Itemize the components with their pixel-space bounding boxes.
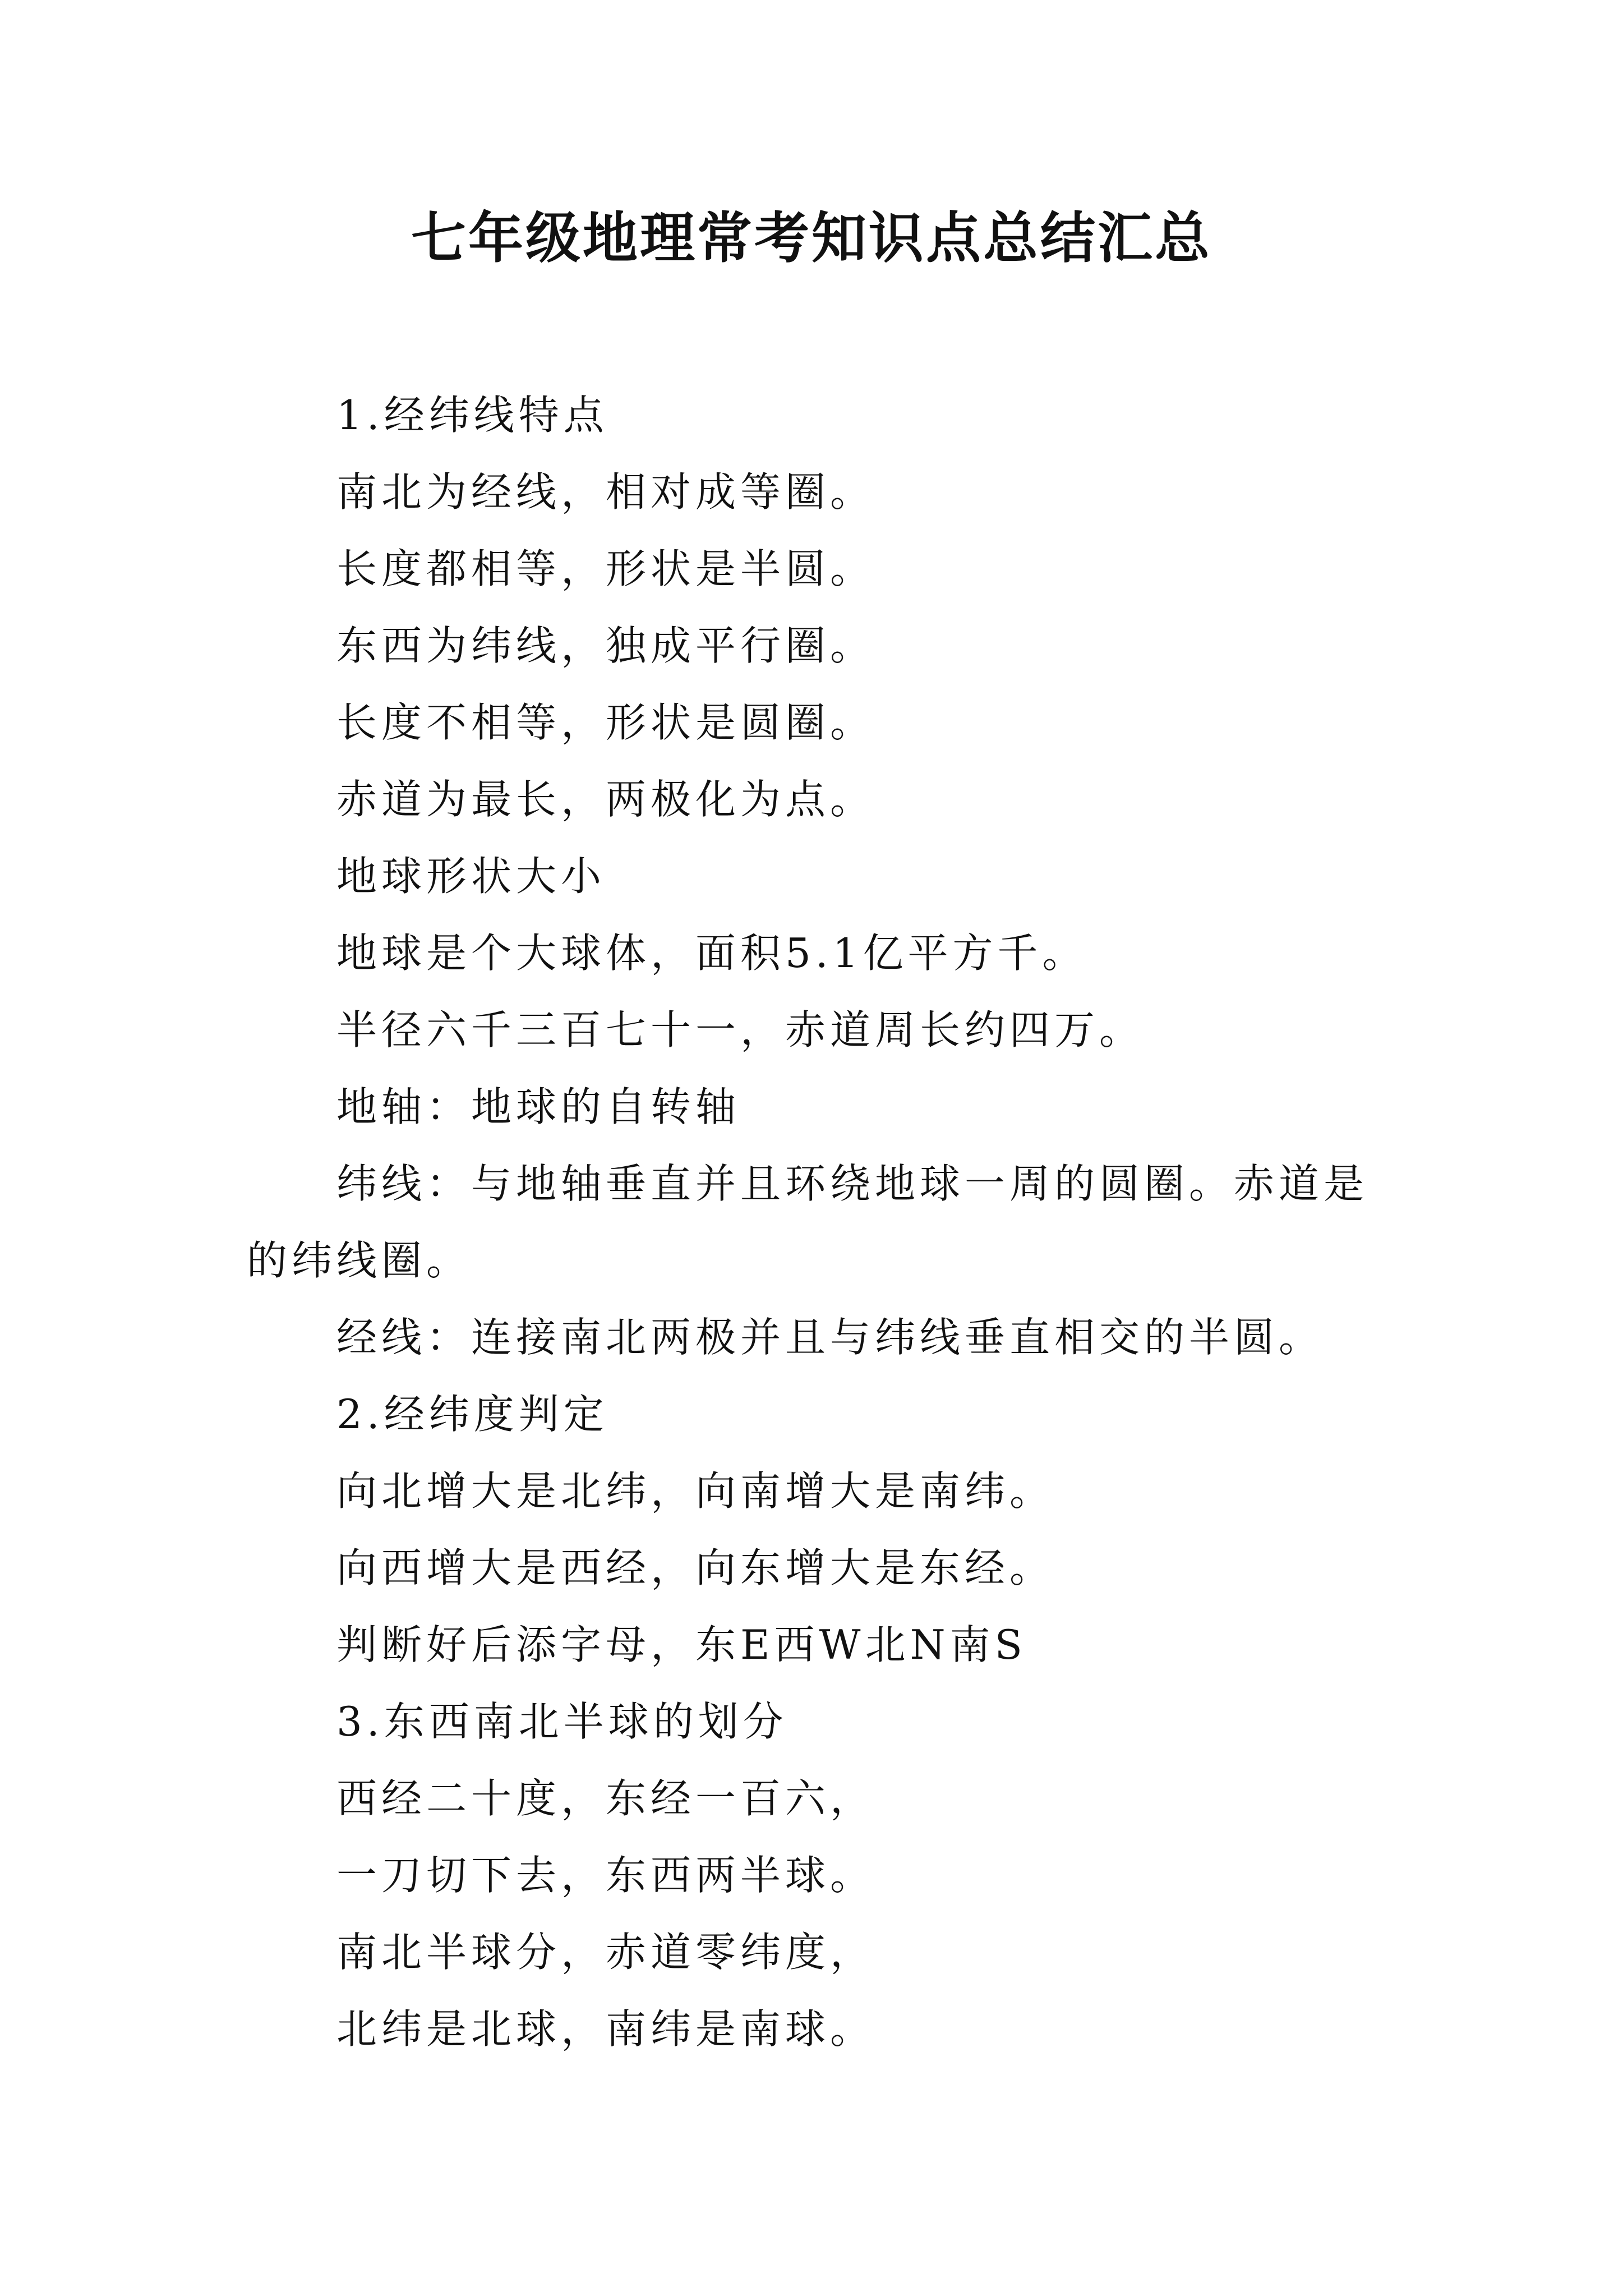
paragraph: 地轴：地球的自转轴 — [336, 1083, 741, 1130]
paragraph: 判断好后添字母，东E西W北N南S — [336, 1621, 1027, 1668]
paragraph: 一刀切下去，东西两半球。 — [336, 1852, 875, 1899]
paragraph: 长度都相等，形状是半圆。 — [336, 545, 875, 592]
paragraph: 北纬是北球，南纬是南球。 — [336, 2005, 875, 2053]
paragraph: 西经二十度，东经一百六， — [336, 1775, 875, 1822]
paragraph: 赤道为最长，两极化为点。 — [336, 776, 875, 823]
paragraph: 3.东西南北半球的划分 — [336, 1698, 788, 1745]
paragraph: 2.经纬度判定 — [336, 1391, 608, 1438]
paragraph: 1.经纬线特点 — [336, 392, 608, 439]
paragraph: 南北半球分，赤道零纬度， — [336, 1929, 875, 1976]
paragraph: 半径六千三百七十一，赤道周长约四万。 — [336, 1006, 1145, 1053]
document-title: 七年级地理常考知识点总结汇总 — [411, 206, 1212, 270]
paragraph: 东西为纬线，独成平行圈。 — [336, 622, 875, 669]
paragraph: 纬线：与地轴垂直并且环绕地球一周的圆圈。赤道是的纬线圈。 — [247, 1160, 1369, 1284]
paragraph: 南北为经线，相对成等圈。 — [336, 468, 875, 516]
paragraph: 向北增大是北纬，向南增大是南纬。 — [336, 1467, 1055, 1515]
paragraph: 长度不相等，形状是圆圈。 — [336, 699, 875, 746]
paragraph: 经线：连接南北两极并且与纬线垂直相交的半圆。 — [336, 1314, 1324, 1361]
document-body — [247, 377, 1385, 2068]
paragraph: 向西增大是西经，向东增大是东经。 — [336, 1544, 1055, 1591]
paragraph: 地球形状大小 — [336, 853, 606, 900]
paragraph: 地球是个大球体，面积5.1亿平方千。 — [336, 930, 1087, 977]
